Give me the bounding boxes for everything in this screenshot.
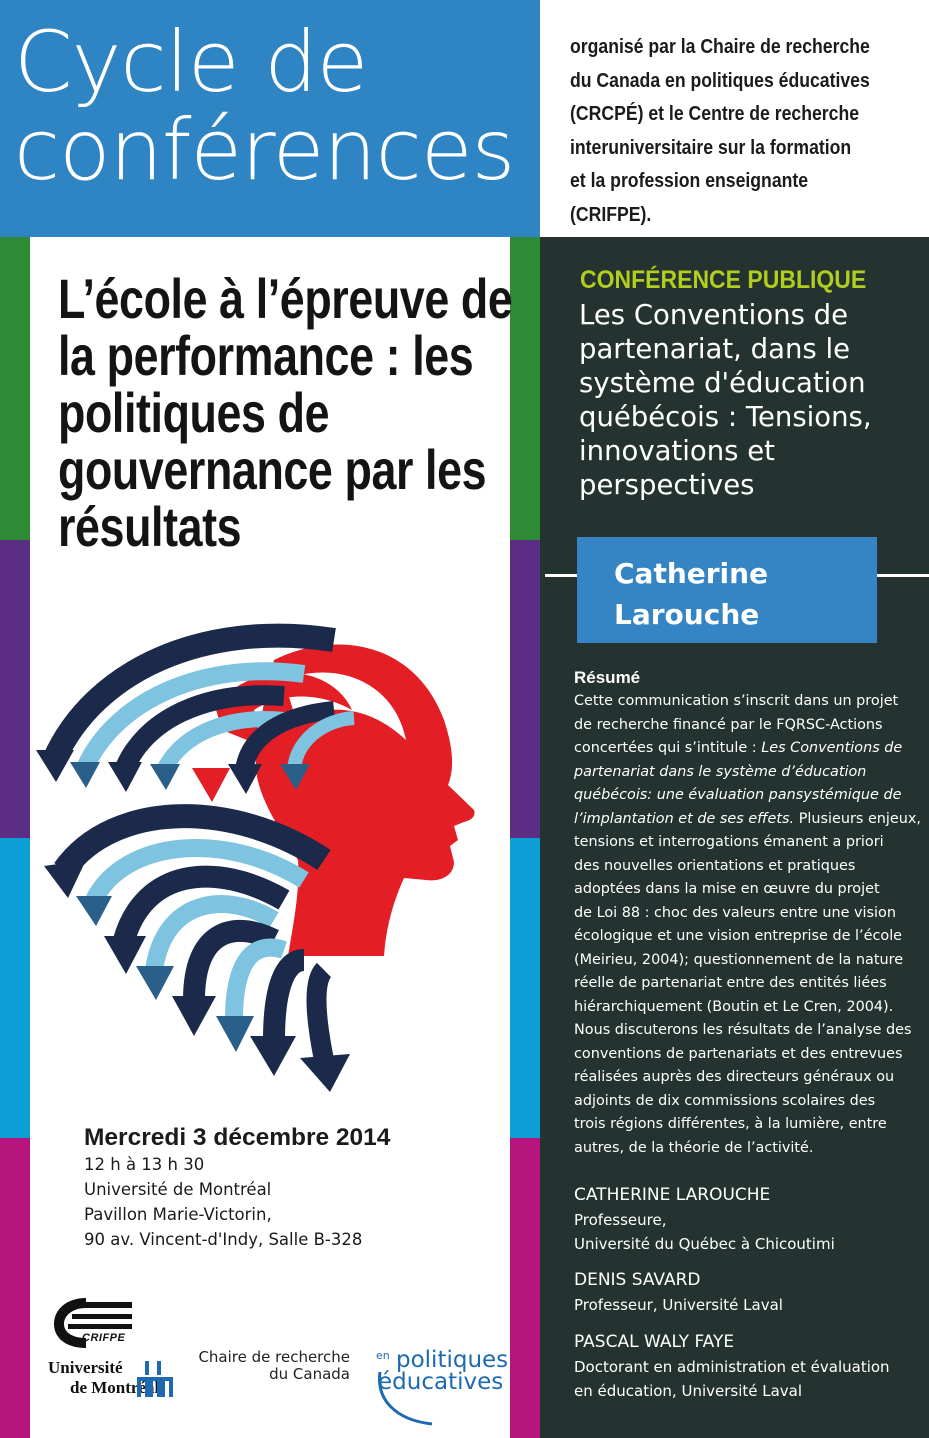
event-date: Mercredi 3 décembre 2014	[84, 1124, 391, 1151]
organizers-text: organisé par la Chaire de recherche du Canada en politiques éducatives (CRCPÉ) et le Centre de recherche interuniversitaire sur la formation et la profession enseignante (CRIFPE).	[570, 35, 870, 226]
pol-logo-word: politiques	[396, 1347, 509, 1373]
abstract-fragment: concertées qui s’intitule :	[574, 740, 762, 756]
abstract-section	[574, 666, 921, 1160]
abstract-line: Cette communication s’inscrit dans un projet	[574, 693, 899, 709]
abstract-line: des nouvelles orientations et pratiques	[574, 857, 856, 874]
udem-emblem-icon	[137, 1361, 173, 1399]
event-time: 12 h à 13 h 30	[84, 1155, 205, 1174]
person-name: CATHERINE LAROUCHE	[574, 1185, 771, 1205]
abstract-italic-fragment: l’implantation et de ses effets.	[574, 810, 795, 827]
event-details	[84, 1124, 390, 1252]
person-role: Professeur, Université Laval	[574, 1296, 783, 1314]
udem-name-line-2: de Montréal	[70, 1378, 160, 1397]
person-role: en éducation, Université Laval	[574, 1382, 803, 1400]
chair-logo-text	[198, 1349, 350, 1383]
abstract-line: de Loi 88 : choc des valeurs entre une vision	[574, 904, 896, 921]
event-title: L’école à l’épreuve de la performance : les politiques de gouvernance par les résultats	[58, 267, 513, 558]
series-title-line-1: Cycle de	[14, 13, 368, 111]
event-location-line: Université de Montréal	[84, 1180, 272, 1199]
abstract-italic-fragment: Les Conventions de	[761, 740, 903, 756]
udem-name-line-1: Université	[48, 1358, 123, 1377]
stripe-magenta	[0, 1138, 30, 1438]
abstract-line: autres, de la théorie de l’activité.	[574, 1139, 814, 1156]
speaker-first-name: Catherine	[614, 557, 769, 590]
abstract-line	[574, 808, 921, 832]
person-entry	[574, 1330, 924, 1403]
abstract-fragment: Plusieurs enjeux,	[794, 810, 921, 827]
abstract-line: réelle de partenariat entre des entités liées	[574, 975, 887, 991]
abstract-line: hiérarchiquement (Boutin et Le Cren, 2004).	[574, 998, 894, 1015]
pol-logo-edu: éducatives	[378, 1369, 504, 1395]
stripe-green	[510, 237, 540, 540]
abstract-italic-line: partenariat dans le système d’éducation	[574, 763, 867, 780]
abstract-body	[574, 690, 921, 1160]
abstract-line: Nous discuterons les résultats de l’analyse des	[574, 1022, 912, 1038]
event-location-line: 90 av. Vincent-d'Indy, Salle B-328	[84, 1230, 363, 1249]
chair-line-2: du Canada	[269, 1365, 350, 1383]
stripe-cyan	[510, 838, 540, 1138]
abstract-heading: Résumé	[574, 668, 641, 687]
person-name: PASCAL WALY FAYE	[574, 1332, 735, 1352]
event-location-line: Pavillon Marie-Victorin,	[84, 1205, 272, 1224]
stripe-green	[0, 237, 30, 540]
series-title	[14, 13, 515, 199]
stripe-purple	[0, 540, 30, 838]
abstract-line: écologique et une vision entreprise de l’école	[574, 928, 903, 944]
abstract-line: de recherche financé par le FQRSC-Actions	[574, 716, 883, 733]
abstract-line: adoptées dans la mise en œuvre du projet	[574, 881, 880, 897]
abstract-line: (Meirieu, 2004); questionnement de la nature	[574, 951, 904, 968]
series-title-line-2: conférences	[14, 101, 515, 199]
head-arrows-illustration	[34, 570, 484, 1110]
crifpe-logo-text: CRIFPE	[82, 1332, 126, 1344]
conference-title: Les Conventions de partenariat, dans le système d'éducation québécois : Tensions, innovations et perspectives	[579, 299, 872, 501]
speaker-last-name: Larouche	[614, 598, 760, 631]
chair-line-1: Chaire de recherche	[198, 1348, 350, 1366]
abstract-italic-line: québécois: une évaluation pansystémique de	[574, 787, 902, 803]
conference-label: CONFÉRENCE PUBLIQUE	[580, 266, 867, 294]
person-role: Doctorant en administration et évaluation	[574, 1358, 890, 1376]
swoosh-icon	[376, 1370, 436, 1430]
person-role: Université du Québec à Chicoutimi	[574, 1235, 835, 1253]
person-name: DENIS SAVARD	[574, 1270, 701, 1290]
speaker-name	[614, 553, 854, 635]
person-role: Professeure,	[574, 1211, 667, 1229]
abstract-line: trois régions différentes, à la lumière, entre	[574, 1116, 887, 1132]
person-entry	[574, 1268, 924, 1317]
abstract-line	[574, 737, 914, 761]
stripe-magenta	[510, 1138, 540, 1438]
stripe-purple	[510, 540, 540, 838]
person-entry	[574, 1183, 924, 1256]
pol-logo-small: en	[376, 1349, 390, 1362]
abstract-line: adjoints de dix commissions scolaires des	[574, 1092, 876, 1109]
stripe-cyan	[0, 838, 30, 1138]
abstract-line: conventions de partenariats et des entrevues	[574, 1045, 903, 1062]
abstract-line: tensions et interrogations émanent a priori	[574, 834, 884, 850]
abstract-line: réalisées auprès des directeurs généraux ou	[574, 1069, 895, 1085]
